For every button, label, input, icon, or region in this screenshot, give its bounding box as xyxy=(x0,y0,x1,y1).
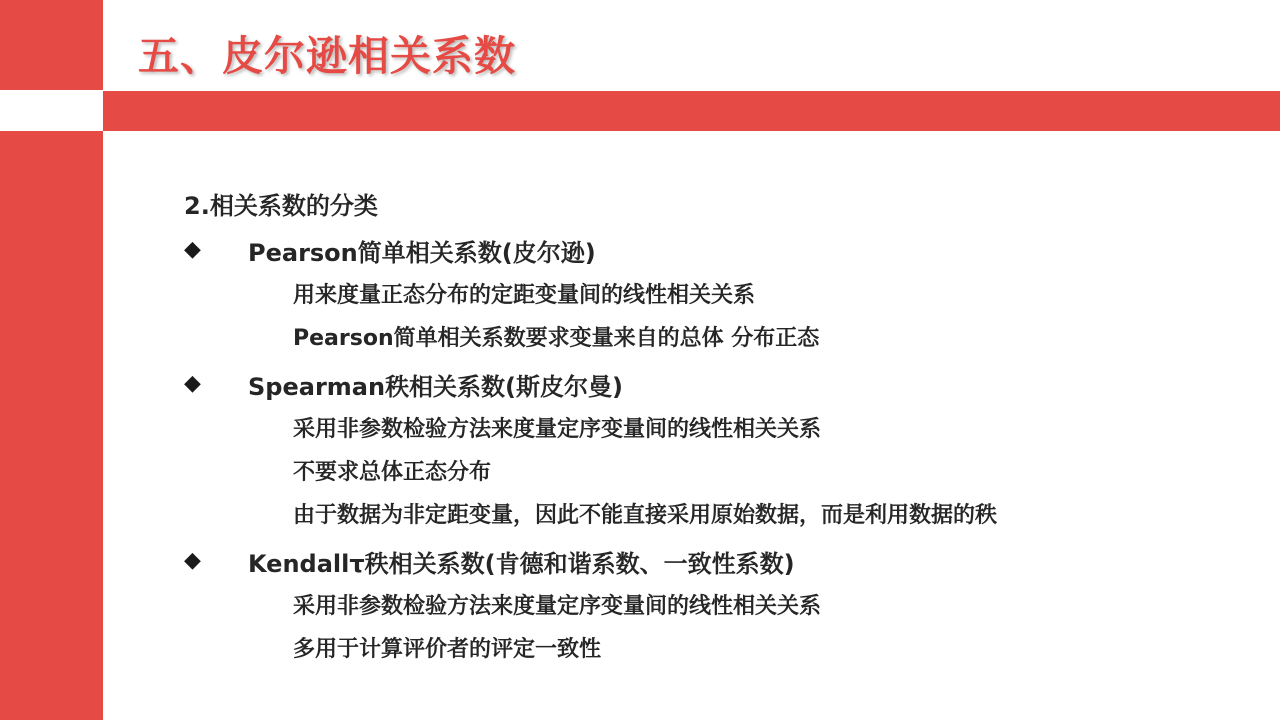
bullet-kendall xyxy=(184,537,1184,585)
sub-point: Pearson简单相关系数要求变量来自的总体 分布正态 xyxy=(293,326,820,351)
diamond-bullet-icon: ◆ xyxy=(184,548,201,573)
bullet-spearman xyxy=(184,360,1184,408)
slide-content xyxy=(184,186,1184,671)
bullet-label-pearson: Pearson简单相关系数(皮尔逊) xyxy=(248,238,596,267)
accent-band-top xyxy=(103,91,1280,131)
accent-block-top-left xyxy=(0,0,103,90)
bullet-label-spearman: Spearman秩相关系数(斯皮尔曼) xyxy=(248,372,623,401)
sub-point: 用来度量正态分布的定距变量间的线性相关关系 xyxy=(293,283,756,308)
bullet-label-kendall: Kendallτ秩相关系数(肯德和谐系数、一致性系数) xyxy=(248,549,795,578)
sub-point: 多用于计算评价者的评定一致性 xyxy=(293,637,602,662)
diamond-bullet-icon: ◆ xyxy=(184,237,201,262)
section-heading: 2.相关系数的分类 xyxy=(184,192,378,220)
diamond-bullet-icon: ◆ xyxy=(184,371,201,396)
sub-point: 不要求总体正态分布 xyxy=(293,460,492,485)
bullet-pearson xyxy=(184,226,1184,274)
accent-band-left xyxy=(0,131,103,720)
sub-point: 采用非参数检验方法来度量定序变量间的线性相关关系 xyxy=(293,594,822,619)
sub-point: 由于数据为非定距变量，因此不能直接采用原始数据，而是利用数据的秩 xyxy=(293,503,998,528)
sub-point: 采用非参数检验方法来度量定序变量间的线性相关关系 xyxy=(293,417,822,442)
slide-title: 五、皮尔逊相关系数 xyxy=(138,32,516,80)
